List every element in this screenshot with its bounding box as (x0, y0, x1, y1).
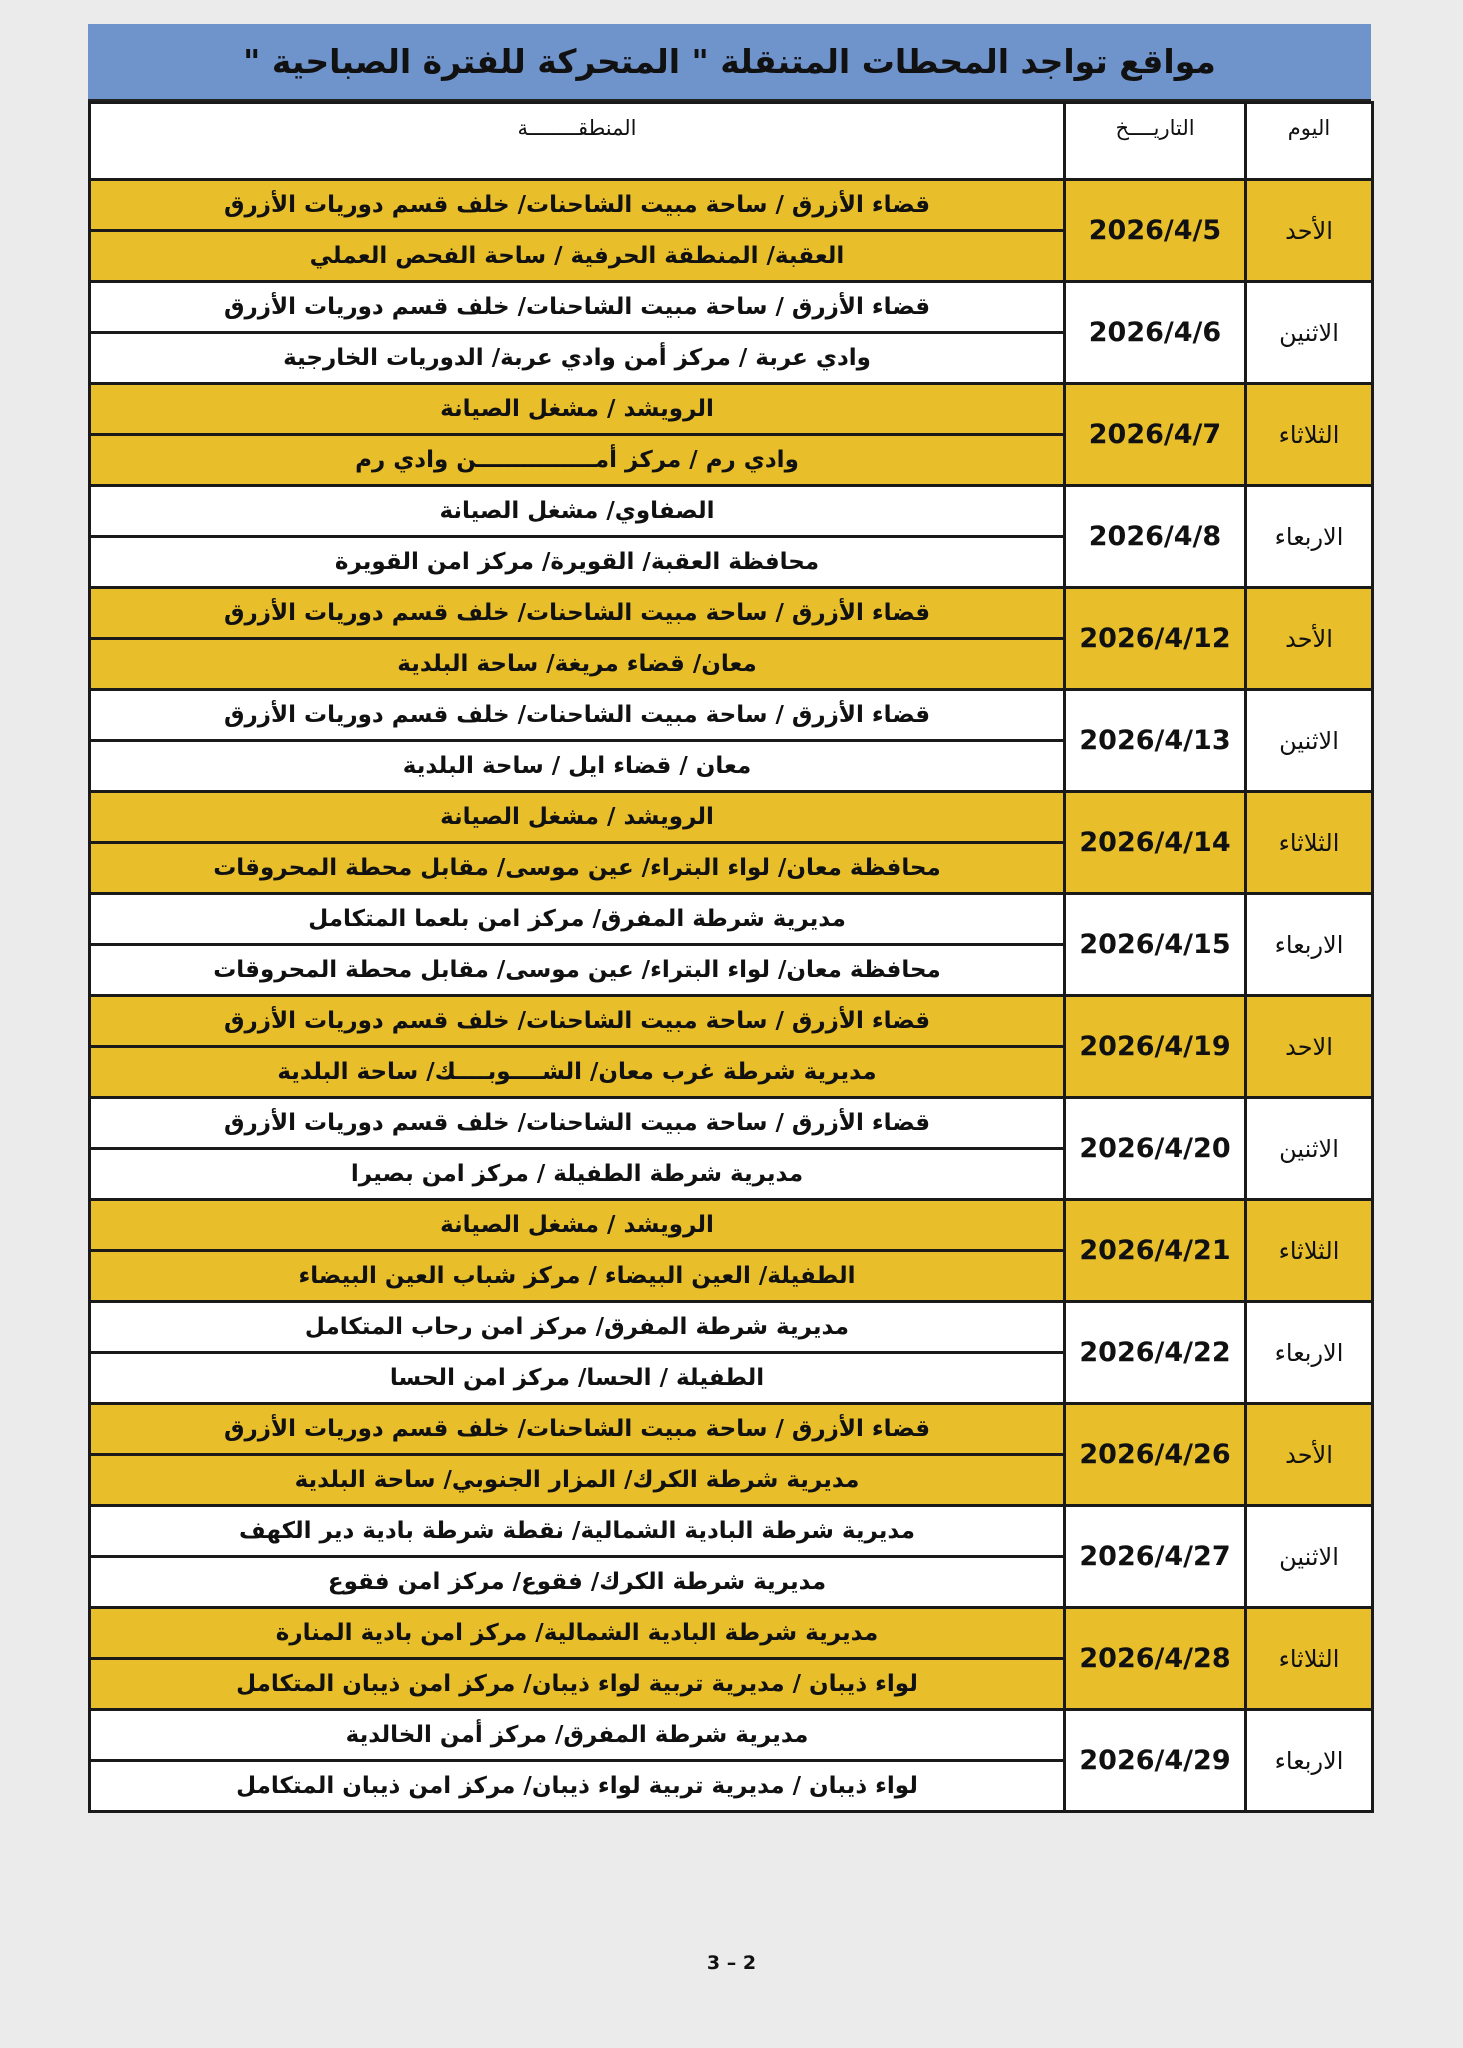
area-cell: مديرية شرطة البادية الشمالية/ مركز امن بادية المنارة (90, 1608, 1065, 1659)
area-cell: قضاء الأزرق / ساحة مبيت الشاحنات/ خلف قسم دوريات الأزرق (90, 1098, 1065, 1149)
area-cell: مديرية شرطة البادية الشمالية/ نقطة شرطة بادية دير الكهف (90, 1506, 1065, 1557)
area-cell: مديرية شرطة الكرك/ المزار الجنوبي/ ساحة البلدية (90, 1455, 1065, 1506)
area-cell: معان / قضاء ايل / ساحة البلدية (90, 741, 1065, 792)
page-number: 3 – 2 (706, 1952, 757, 1974)
day-cell: الاحد (1246, 996, 1373, 1098)
area-cell: مديرية شرطة الكرك/ فقوع/ مركز امن فقوع (90, 1557, 1065, 1608)
day-cell: الاربعاء (1246, 1302, 1373, 1404)
day-cell: الاربعاء (1246, 1710, 1373, 1812)
date-cell: 2026/4/6 (1065, 282, 1246, 384)
date-cell: 2026/4/22 (1065, 1302, 1246, 1404)
area-cell: وادي عربة / مركز أمن وادي عربة/ الدوريات الخارجية (90, 333, 1065, 384)
date-cell: 2026/4/15 (1065, 894, 1246, 996)
table-row (90, 1200, 1373, 1251)
day-cell: الثلاثاء (1246, 1200, 1373, 1302)
day-cell: الثلاثاء (1246, 384, 1373, 486)
date-cell: 2026/4/28 (1065, 1608, 1246, 1710)
area-cell: قضاء الأزرق / ساحة مبيت الشاحنات/ خلف قسم دوريات الأزرق (90, 1404, 1065, 1455)
day-cell: الأحد (1246, 180, 1373, 282)
area-cell: مديرية شرطة الطفيلة / مركز امن بصيرا (90, 1149, 1065, 1200)
date-cell: 2026/4/8 (1065, 486, 1246, 588)
area-cell: الرويشد / مشغل الصيانة (90, 384, 1065, 435)
table-header-row (90, 103, 1373, 180)
table-row (90, 690, 1373, 741)
table-row (90, 1404, 1373, 1455)
date-cell: 2026/4/20 (1065, 1098, 1246, 1200)
date-cell: 2026/4/12 (1065, 588, 1246, 690)
area-cell: قضاء الأزرق / ساحة مبيت الشاحنات/ خلف قسم دوريات الأزرق (90, 282, 1065, 333)
date-cell: 2026/4/13 (1065, 690, 1246, 792)
date-cell: 2026/4/29 (1065, 1710, 1246, 1812)
day-cell: الأحد (1246, 1404, 1373, 1506)
area-cell: وادي رم / مركز أمـــــــــــــــن وادي رم (90, 435, 1065, 486)
day-cell: الاثنين (1246, 1098, 1373, 1200)
area-cell: معان/ قضاء مريغة/ ساحة البلدية (90, 639, 1065, 690)
table-row (90, 180, 1373, 231)
area-cell: قضاء الأزرق / ساحة مبيت الشاحنات/ خلف قسم دوريات الأزرق (90, 690, 1065, 741)
schedule-table (88, 101, 1374, 1813)
day-cell: الثلاثاء (1246, 792, 1373, 894)
page-title: مواقع تواجد المحطات المتنقلة " المتحركة للفترة الصباحية " (88, 24, 1371, 101)
header-area: المنطقــــــــة (90, 103, 1065, 180)
area-cell: الرويشد / مشغل الصيانة (90, 792, 1065, 843)
area-cell: مديرية شرطة المفرق/ مركز امن رحاب المتكامل (90, 1302, 1065, 1353)
area-cell: الطفيلة/ العين البيضاء / مركز شباب العين البيضاء (90, 1251, 1065, 1302)
date-cell: 2026/4/5 (1065, 180, 1246, 282)
table-row (90, 1710, 1373, 1761)
table-row (90, 792, 1373, 843)
day-cell: الاثنين (1246, 690, 1373, 792)
table-row (90, 1608, 1373, 1659)
table-row (90, 1302, 1373, 1353)
area-cell: محافظة معان/ لواء البتراء/ عين موسى/ مقابل محطة المحروقات (90, 843, 1065, 894)
area-cell: لواء ذيبان / مديرية تربية لواء ذيبان/ مركز امن ذيبان المتكامل (90, 1761, 1065, 1812)
area-cell: قضاء الأزرق / ساحة مبيت الشاحنات/ خلف قسم دوريات الأزرق (90, 996, 1065, 1047)
table-row (90, 486, 1373, 537)
area-cell: قضاء الأزرق / ساحة مبيت الشاحنات/ خلف قسم دوريات الأزرق (90, 180, 1065, 231)
table-row (90, 282, 1373, 333)
area-cell: الصفاوي/ مشغل الصيانة (90, 486, 1065, 537)
date-cell: 2026/4/14 (1065, 792, 1246, 894)
area-cell: محافظة معان/ لواء البتراء/ عين موسى/ مقابل محطة المحروقات (90, 945, 1065, 996)
area-cell: الرويشد / مشغل الصيانة (90, 1200, 1065, 1251)
header-date: التاريــــخ (1065, 103, 1246, 180)
area-cell: محافظة العقبة/ القويرة/ مركز امن القويرة (90, 537, 1065, 588)
area-cell: مديرية شرطة غرب معان/ الشــــوبــــك/ ساحة البلدية (90, 1047, 1065, 1098)
day-cell: الأحد (1246, 588, 1373, 690)
area-cell: لواء ذيبان / مديرية تربية لواء ذيبان/ مركز امن ذيبان المتكامل (90, 1659, 1065, 1710)
day-cell: الاربعاء (1246, 486, 1373, 588)
table-row (90, 996, 1373, 1047)
date-cell: 2026/4/7 (1065, 384, 1246, 486)
area-cell: قضاء الأزرق / ساحة مبيت الشاحنات/ خلف قسم دوريات الأزرق (90, 588, 1065, 639)
date-cell: 2026/4/26 (1065, 1404, 1246, 1506)
area-cell: مديرية شرطة المفرق/ مركز أمن الخالدية (90, 1710, 1065, 1761)
table-row (90, 894, 1373, 945)
table-body (90, 180, 1373, 1812)
table-row (90, 1506, 1373, 1557)
area-cell: الطفيلة / الحسا/ مركز امن الحسا (90, 1353, 1065, 1404)
day-cell: الاثنين (1246, 1506, 1373, 1608)
area-cell: العقبة/ المنطقة الحرفية / ساحة الفحص العملي (90, 231, 1065, 282)
date-cell: 2026/4/21 (1065, 1200, 1246, 1302)
table-row (90, 588, 1373, 639)
date-cell: 2026/4/19 (1065, 996, 1246, 1098)
day-cell: الاثنين (1246, 282, 1373, 384)
table-row (90, 1098, 1373, 1149)
day-cell: الثلاثاء (1246, 1608, 1373, 1710)
header-day: اليوم (1246, 103, 1373, 180)
date-cell: 2026/4/27 (1065, 1506, 1246, 1608)
day-cell: الاربعاء (1246, 894, 1373, 996)
table-row (90, 384, 1373, 435)
schedule-sheet (88, 24, 1371, 1813)
area-cell: مديرية شرطة المفرق/ مركز امن بلعما المتكامل (90, 894, 1065, 945)
